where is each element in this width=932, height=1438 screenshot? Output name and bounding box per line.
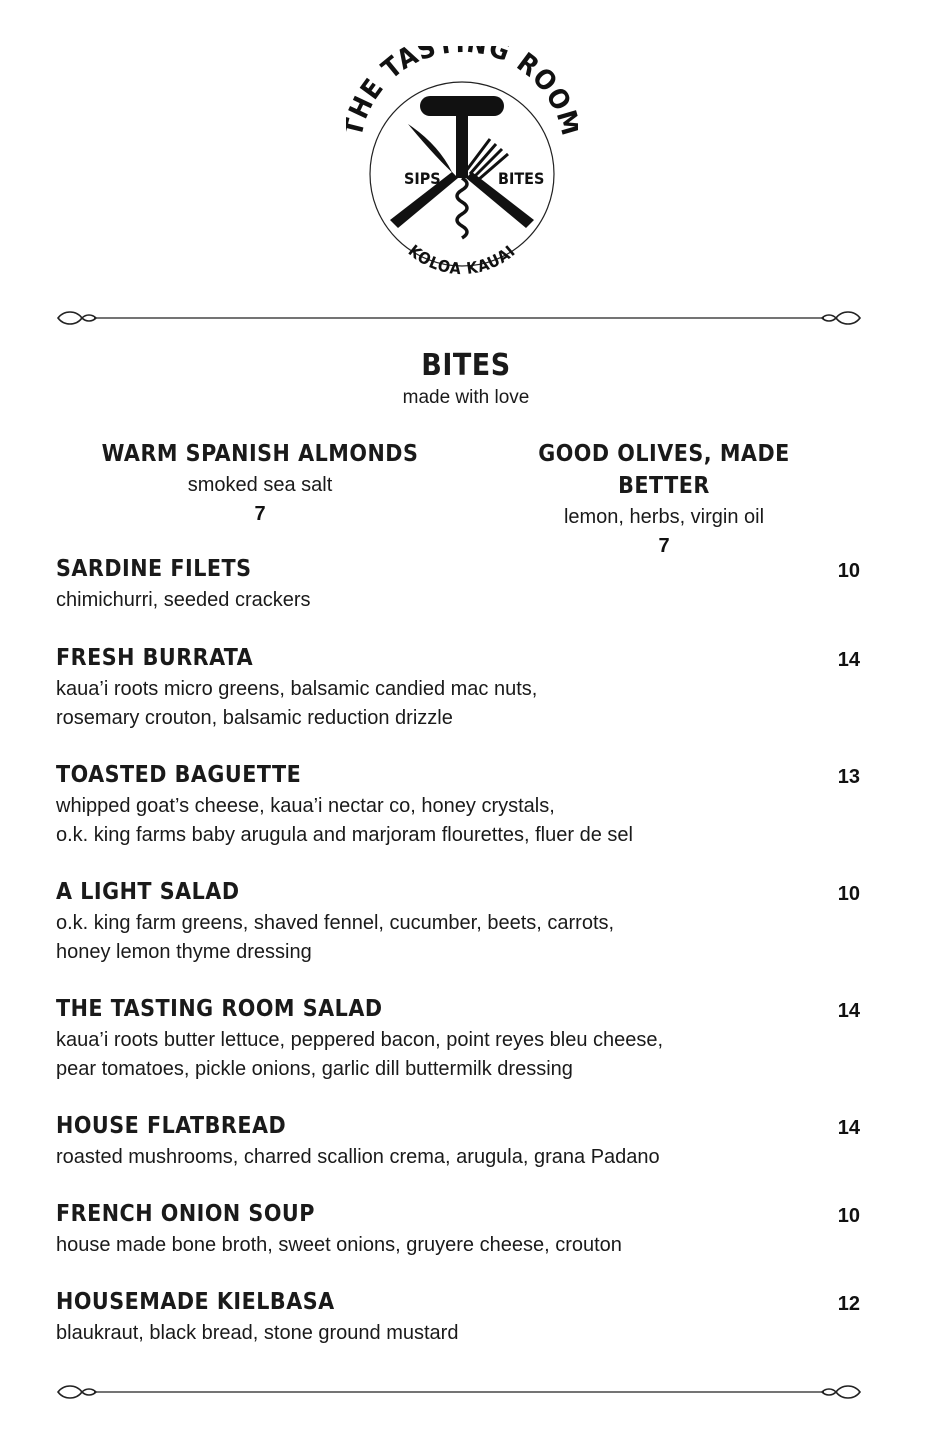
menu-item-description: kaua’i roots butter lettuce, peppered bacon, point reyes bleu cheese, pear tomatoes, pickle onions, garlic dill buttermilk dressing	[56, 1029, 664, 1080]
menu-item-description: o.k. king farm greens, shaved fennel, cucumber, beets, carrots, honey lemon thyme dressing	[56, 912, 615, 963]
menu-item-price: 10	[837, 560, 860, 582]
svg-text:KOLOA KAUAI	[405, 241, 519, 278]
menu-list	[56, 552, 862, 1348]
featured-item-description: lemon, herbs, virgin oil	[563, 506, 765, 528]
featured-item-name: GOOD OLIVES, MADE BETTER	[538, 441, 790, 499]
logo-bites-label: BITES	[498, 169, 545, 188]
top-divider	[54, 308, 864, 328]
featured-item-price: 7	[254, 503, 266, 525]
bottom-divider	[54, 1382, 864, 1402]
menu-item	[56, 552, 862, 615]
featured-item-name: WARM SPANISH ALMONDS	[101, 441, 419, 467]
menu-item-price: 12	[837, 1293, 860, 1315]
restaurant-logo	[346, 46, 578, 286]
menu-item-name: A LIGHT SALAD	[56, 879, 240, 905]
menu-item-price: 13	[837, 766, 860, 788]
menu-item-name: THE TASTING ROOM SALAD	[56, 996, 383, 1022]
menu-item-name: FRESH BURRATA	[56, 645, 254, 671]
ornamental-divider-icon	[54, 1382, 864, 1402]
menu-item-description: whipped goat’s cheese, kaua’i nectar co, honey crystals, o.k. king farms baby arugula and marjoram flourettes, fluer de sel	[56, 795, 633, 846]
menu-item-price: 14	[837, 1000, 860, 1022]
menu-item-price: 10	[837, 883, 860, 905]
menu-item-description: kaua’i roots micro greens, balsamic candied mac nuts, rosemary crouton, balsamic reduction drizzle	[56, 678, 538, 729]
featured-item-price: 7	[658, 535, 670, 557]
section-title: BITES	[421, 348, 511, 383]
menu-item-description: blaukraut, black bread, stone ground mustard	[56, 1322, 459, 1344]
menu-item	[56, 1109, 862, 1172]
menu-item	[56, 641, 862, 733]
logo-location: KOLOA KAUAI	[404, 240, 520, 279]
menu-item	[56, 1285, 862, 1348]
menu-item	[56, 875, 862, 967]
featured-item	[494, 438, 834, 560]
menu-item-name: SARDINE FILETS	[56, 556, 252, 582]
menu-item-name: HOUSE FLATBREAD	[56, 1113, 287, 1139]
logo-title: HE TAS G ROO	[346, 46, 578, 124]
menu-item-description: house made bone broth, sweet onions, gruyere cheese, crouton	[56, 1234, 622, 1256]
menu-item-name: TOASTED BAGUETTE	[56, 762, 302, 788]
ornamental-divider-icon	[54, 308, 864, 328]
menu-item-price: 14	[837, 1117, 860, 1139]
logo-sips-label: SIPS	[404, 169, 441, 188]
section-subtitle: made with love	[402, 387, 530, 408]
menu-item-description: roasted mushrooms, charred scallion crema, arugula, grana Padano	[56, 1146, 660, 1168]
tasting-room-logo-icon	[346, 46, 578, 286]
menu-item-name: FRENCH ONION SOUP	[56, 1201, 315, 1227]
menu-item	[56, 758, 862, 850]
menu-item	[56, 992, 862, 1084]
menu-item-name: HOUSEMADE KIELBASA	[56, 1289, 335, 1315]
featured-item	[100, 438, 420, 528]
menu-item	[56, 1197, 862, 1260]
menu-item-price: 14	[837, 649, 860, 671]
featured-item-description: smoked sea salt	[187, 474, 333, 496]
menu-item-description: chimichurri, seeded crackers	[56, 589, 311, 611]
menu-item-price: 10	[837, 1205, 860, 1227]
